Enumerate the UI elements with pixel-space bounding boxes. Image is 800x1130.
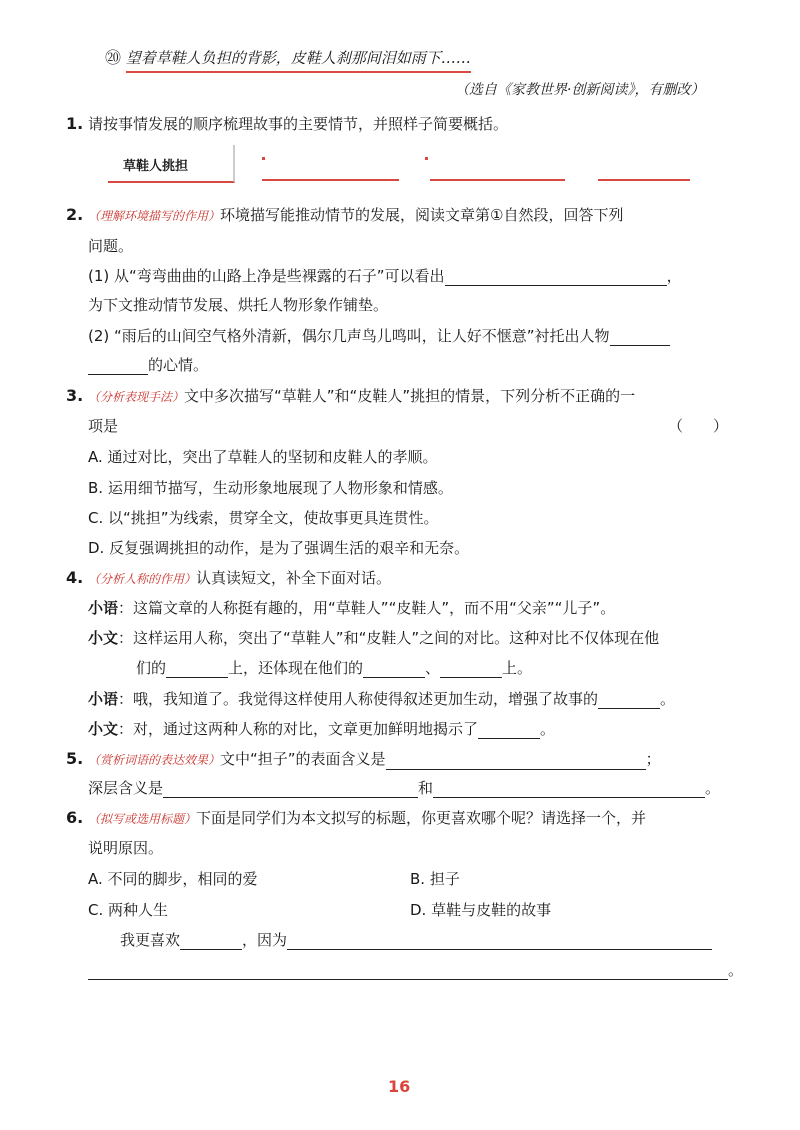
colon: ： [118, 690, 134, 708]
dialogue-text: 对，通过这两种人称的对比，文章更加鲜明地揭示了 [133, 720, 479, 738]
dialogue-text: 们的 [136, 659, 167, 677]
question-tag: （赏析词语的表达效果） [88, 753, 221, 767]
punct: 。 [540, 720, 556, 738]
dialogue-text: 这篇文章的人称挺有趣的，用“草鞋人”“皮鞋人”，而不用“父亲”“儿子”。 [133, 599, 616, 617]
speaker-xiaoyu: 小语 [88, 690, 119, 708]
question-text: 请按事情发展的顺序梳理故事的主要情节，并照样子简要概括。 [88, 115, 509, 133]
answer-blank[interactable] [287, 933, 712, 950]
punct: 。 [660, 690, 676, 708]
dialogue-line-2 [88, 628, 659, 648]
dot-marker [425, 157, 428, 160]
question-text: 环境描写能推动情节的发展，阅读文章第①自然段，回答下列 [220, 206, 624, 224]
colon: ： [118, 720, 134, 738]
question-text: 文中“担子”的表面含义是 [220, 750, 386, 768]
punct: 、 [425, 659, 441, 677]
answer-blank[interactable] [610, 329, 670, 346]
answer-paren[interactable]: （ ） [668, 417, 729, 435]
answer-blank[interactable] [478, 722, 540, 739]
dot-marker [262, 157, 265, 160]
header-line [105, 48, 471, 68]
answer-blank[interactable] [166, 661, 228, 678]
question-text-cont: 说明原因。 [88, 839, 164, 857]
q2-sub1 [88, 266, 682, 286]
sub-text: (2) “雨后的山间空气格外清新，偶尔几声鸟儿鸣叫，让人好不惬意”衬托出人物 [88, 327, 610, 345]
question-number: 1. [66, 114, 84, 133]
question-5 [66, 749, 661, 770]
question-4 [66, 568, 391, 589]
answer-blank[interactable] [433, 781, 705, 798]
dialogue-line-4 [88, 719, 555, 739]
punct: 。 [705, 779, 721, 797]
header-sentence: 望着草鞋人负担的背影，皮鞋人刹那间泪如雨下…… [126, 49, 471, 73]
q5-deep [88, 778, 720, 798]
question-tag: （分析人称的作用） [88, 572, 197, 586]
punct: 。 [728, 961, 744, 979]
question-1 [66, 114, 508, 134]
dialogue-line-1 [88, 598, 615, 618]
dialogue-text: 上。 [502, 659, 533, 677]
colon: ： [118, 629, 134, 647]
question-text-cont: 项是 [88, 417, 119, 435]
question-tag: （分析表现手法） [88, 390, 185, 404]
option-a[interactable]: A. 不同的脚步，相同的爱 [88, 870, 258, 888]
answer-slot-3[interactable] [598, 179, 690, 181]
punct: ， [666, 267, 682, 285]
dialogue-line-3 [88, 689, 675, 709]
question-number: 2. [66, 205, 84, 224]
question-number: 5. [66, 749, 84, 768]
dialogue-line-2-cont [136, 658, 532, 678]
answer-blank[interactable] [180, 933, 242, 950]
sample-box [108, 145, 235, 183]
source-note: （选自《家教世界·创新阅读》，有删改） [455, 82, 705, 98]
option-b[interactable]: B. 担子 [410, 870, 460, 888]
option-d[interactable]: D. 草鞋与皮鞋的故事 [410, 901, 552, 919]
question-text: 深层含义是 [88, 779, 164, 797]
sub-text: (1) 从“弯弯曲曲的山路上净是些裸露的石子”可以看出 [88, 267, 445, 285]
question-number: 6. [66, 808, 84, 827]
option-c[interactable]: C. 以“挑担”为线索，贯穿全文，使故事更具连贯性。 [88, 509, 439, 527]
question-3 [66, 386, 635, 407]
dialogue-text: 哦，我知道了。我觉得这样使用人称使得叙述更加生动，增强了故事的 [133, 690, 599, 708]
dialogue-text: 这样运用人称，突出了“草鞋人”和“皮鞋人”之间的对比。这种对比不仅体现在他 [133, 629, 660, 647]
answer-slot-2[interactable] [430, 179, 565, 181]
q2-sub2 [88, 326, 670, 346]
option-a[interactable]: A. 通过对比，突出了草鞋人的坚韧和皮鞋人的孝顺。 [88, 448, 438, 466]
question-text: 和 [418, 779, 434, 797]
question-text: 下面是同学们为本文拟写的标题，你更喜欢哪个呢？请选择一个，并 [196, 809, 647, 827]
sub-text-cont: 为下文推动情节发展、烘托人物形象作铺垫。 [88, 296, 389, 314]
answer-blank[interactable] [363, 661, 425, 678]
answer-blank[interactable] [598, 692, 660, 709]
question-2 [66, 205, 623, 226]
question-tag: （拟写或选用标题） [88, 812, 197, 826]
speaker-xiaoyu: 小语 [88, 599, 119, 617]
question-text-cont: 问题。 [88, 237, 134, 255]
option-c[interactable]: C. 两种人生 [88, 901, 169, 919]
answer-slot-1[interactable] [262, 179, 399, 181]
answer-blank[interactable] [386, 753, 646, 770]
answer-text: ，因为 [242, 931, 288, 949]
question-text: 文中多次描写“草鞋人”和“皮鞋人”挑担的情景，下列分析不正确的一 [184, 387, 636, 405]
colon: ： [118, 599, 134, 617]
question-text: 认真读短文，补全下面对话。 [196, 569, 392, 587]
question-tag: （理解环境描写的作用） [88, 209, 221, 223]
answer-blank[interactable] [163, 781, 418, 798]
speaker-xiaowen: 小文 [88, 720, 119, 738]
q2-sub2-cont [88, 355, 208, 375]
answer-blank[interactable] [88, 963, 728, 980]
sample-label: 草鞋人挑担 [123, 159, 189, 174]
circle-number: ⑳ [105, 48, 122, 67]
page-number: 16 [388, 1077, 411, 1096]
question-6 [66, 808, 646, 829]
question-number: 4. [66, 568, 84, 587]
answer-blank[interactable] [440, 661, 502, 678]
dialogue-text: 上，还体现在他们的 [228, 659, 364, 677]
sub-text: 的心情。 [148, 356, 209, 374]
q6-answer-line-2 [88, 960, 743, 980]
speaker-xiaowen: 小文 [88, 629, 119, 647]
punct: ； [645, 750, 661, 768]
q6-answer-line [120, 930, 712, 950]
option-b[interactable]: B. 运用细节描写，生动形象地展现了人物形象和情感。 [88, 479, 453, 497]
answer-blank[interactable] [445, 269, 667, 286]
question-number: 3. [66, 386, 84, 405]
answer-text: 我更喜欢 [120, 931, 181, 949]
option-d[interactable]: D. 反复强调挑担的动作，是为了强调生活的艰辛和无奈。 [88, 539, 470, 557]
answer-blank[interactable] [88, 358, 148, 375]
